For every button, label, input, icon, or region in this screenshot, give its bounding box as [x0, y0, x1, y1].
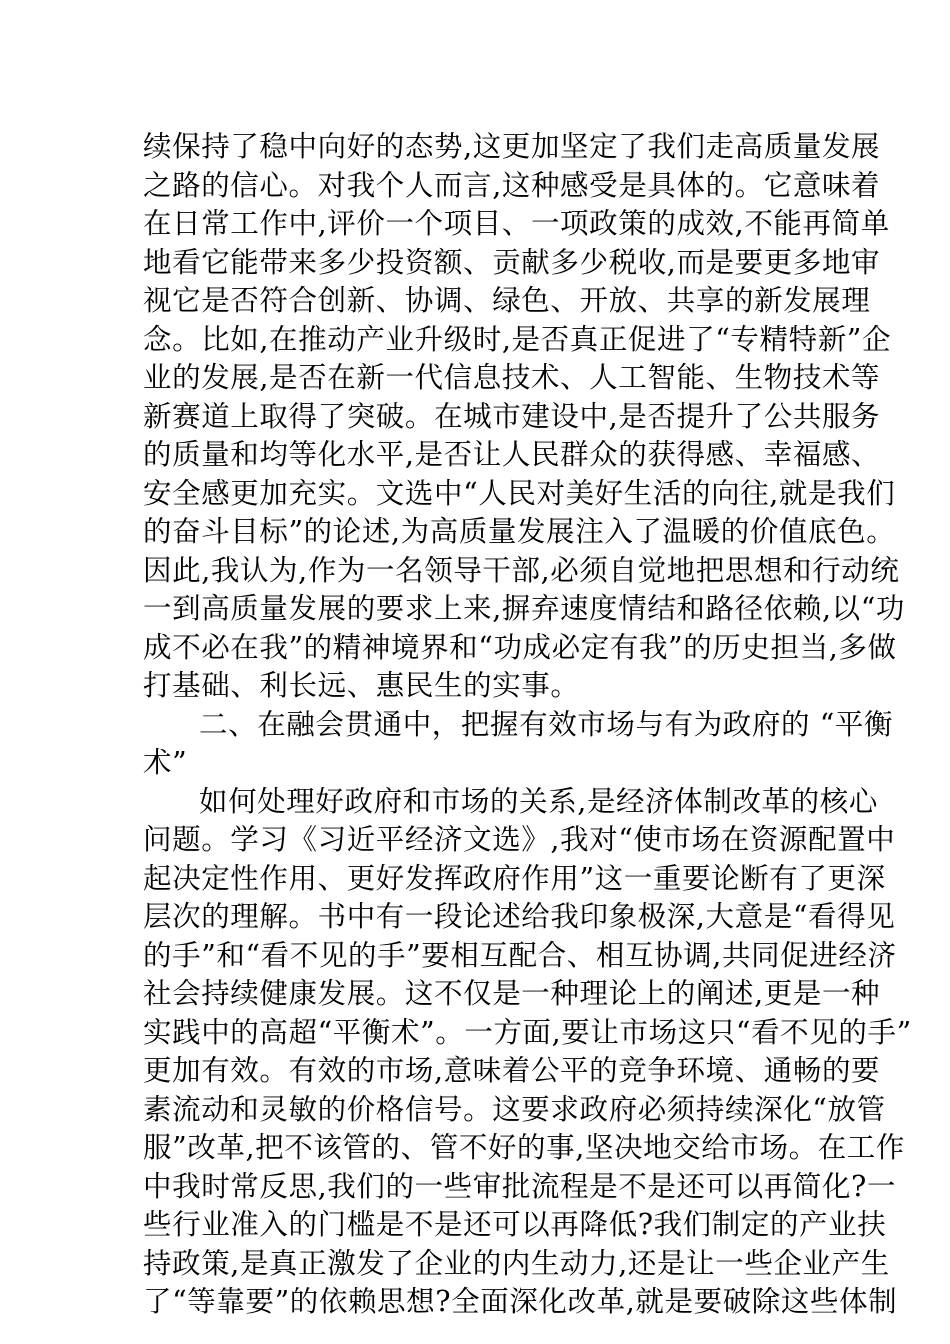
text-line: 新赛道上取得了突破。在城市建设中,是否提升了公共服务: [143, 399, 881, 433]
text-line: 视它是否符合创新、协调、绿色、开放、共享的新发展理: [143, 284, 871, 317]
paragraph: [143, 783, 912, 1322]
text-line: 问题。学习《习近平经济文选》,我对“使市场在资源配置中: [143, 823, 896, 856]
text-line: 续保持了稳中向好的态势,这更加坚定了我们走高质量发展: [143, 130, 881, 163]
text-line: 的质量和均等化水平,是否让人民群众的获得感、幸福感、: [143, 438, 881, 471]
text-line: 一到高质量发展的要求上来,摒弃速度情结和路径依赖,以“功: [143, 592, 905, 625]
text-line: 在日常工作中,评价一个项目、一项政策的成效,不能再简单: [143, 207, 890, 240]
section-heading: [143, 706, 894, 783]
text-line: 如何处理好政府和市场的关系,是经济体制改革的核心: [199, 784, 878, 818]
text-line: 素流动和灵敏的价格信号。这要求政府必须持续深化“放管: [143, 1092, 886, 1126]
text-line: 安全感更加充实。文选中“人民对美好生活的向往,就是我们: [143, 476, 896, 510]
text-line: 因此,我认为,作为一名领导干部,必须自觉地把思想和行动统: [143, 553, 900, 587]
text-line: 念。比如,在推动产业升级时,是否真正促进了“专精特新”企: [143, 322, 892, 356]
text-line: 成不必在我”的精神境界和“功成必定有我”的历史担当,多做: [143, 630, 897, 664]
text-line: 些行业准入的门槛是不是还可以再降低?我们制定的产业扶: [143, 1208, 887, 1241]
heading-line: 术”: [143, 746, 188, 779]
text-line: 实践中的高超“平衡术”。一方面,要让市场这只“看不见的手”: [143, 1015, 912, 1049]
paragraph-continuation: [143, 128, 905, 706]
text-line: 的奋斗目标”的论述,为高质量发展注入了温暖的价值底色。: [143, 515, 896, 548]
text-line: 中我时常反思,我们的一些审批流程是不是还可以再简化?一: [143, 1169, 897, 1203]
text-line: 社会持续健康发展。这不仅是一种理论上的阐述,更是一种: [143, 977, 881, 1010]
text-line: 更加有效。有效的市场,意味着公平的竞争环境、通畅的要: [143, 1054, 881, 1087]
text-line: 之路的信心。对我个人而言,这种感受是具体的。它意味着: [143, 168, 881, 202]
text-line: 打基础、利长远、惠民生的实事。: [143, 669, 580, 702]
text-line: 持政策,是真正激发了企业的内生动力,还是让一些企业产生: [143, 1246, 890, 1280]
text-line: 业的发展,是否在新一代信息技术、人工智能、生物技术等: [143, 361, 881, 394]
text-line: 了“等靠要”的依赖思想?全面深化改革,就是要破除这些体制: [143, 1285, 898, 1318]
text-line: 的手”和“看不见的手”要相互配合、相互协调,共同促进经济: [143, 938, 897, 972]
text-line: 起决定性作用、更好发挥政府作用”这一重要论断有了更深: [143, 861, 886, 895]
text-line: 地看它能带来多少投资额、贡献多少税收,而是要更多地审: [143, 245, 881, 279]
heading-line: 二、在融会贯通中，把握有效市场与有为政府的 “平衡: [199, 707, 894, 741]
document-body: [143, 128, 912, 1322]
text-line: 服”改革,把不该管的、管不好的事,坚决地交给市场。在工作: [143, 1131, 905, 1164]
text-line: 层次的理解。书中有一段论述给我印象极深,大意是“看得见: [143, 900, 896, 933]
